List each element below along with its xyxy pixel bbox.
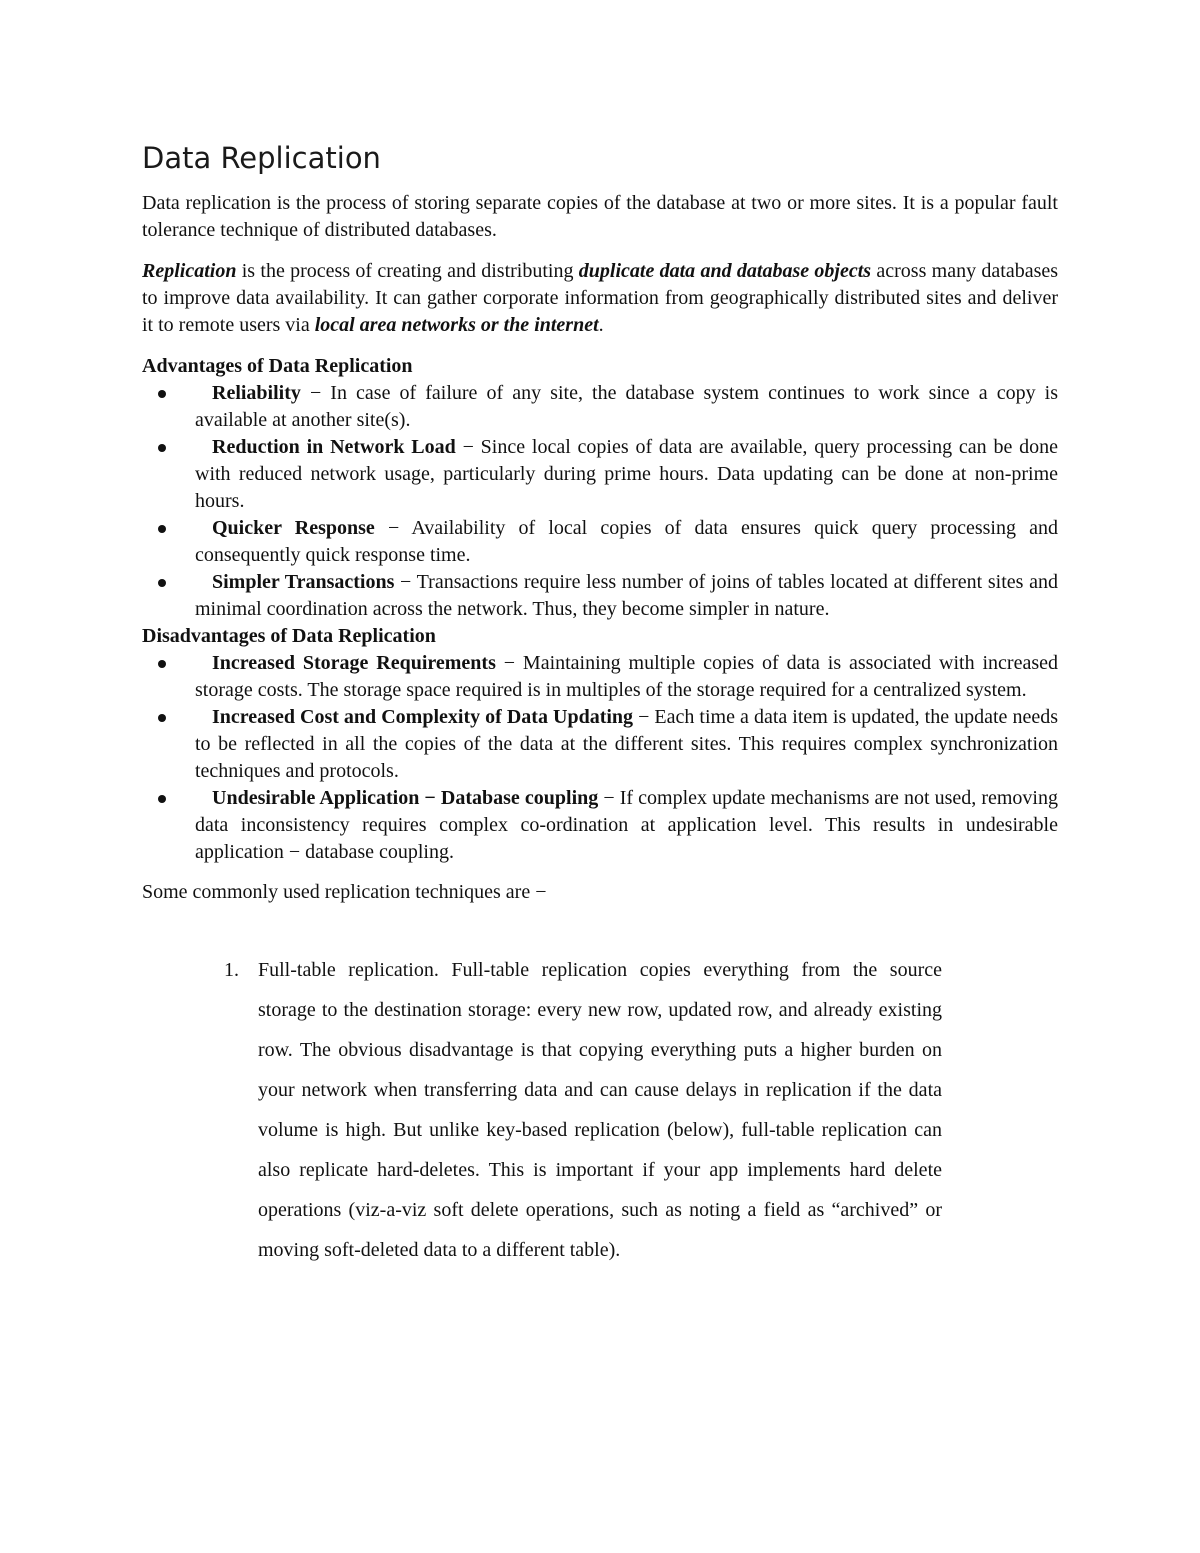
- item-title: Reduction in Network Load: [212, 436, 456, 458]
- list-item: [142, 380, 1058, 434]
- item-title: Increased Storage Requirements: [212, 652, 496, 674]
- replication-term: Replication: [142, 260, 237, 282]
- item-number: 1.: [224, 959, 239, 981]
- item-text: − If complex update mechanisms are not used, removing data inconsistency requires complex co-ordination at application level. This results in undesirable application − database coupling.: [195, 787, 1058, 863]
- list-item: [142, 785, 1058, 866]
- item-text: − In case of failure of any site, the database system continues to work since a copy is available at another site(s).: [195, 382, 1058, 431]
- page-title: Data Replication: [142, 141, 381, 175]
- advantages-list: [142, 380, 1058, 623]
- list-item: [142, 434, 1058, 515]
- replication-text-3: .: [598, 314, 604, 336]
- list-item: [142, 569, 1058, 623]
- item-text: − Each time a data item is updated, the update needs to be reflected in all the copies of the data at the different sites. This requires complex synchronization techniques and protocols.: [195, 706, 1059, 782]
- item-text: − Transactions require less number of joins of tables located at different sites and minimal coordination across the network. Thus, they become simpler in nature.: [195, 571, 1058, 620]
- item-text: − Since local copies of data are available, query processing can be done with reduced network usage, particularly during prime hours. Data updating can be done at non-prime hours.: [195, 436, 1058, 512]
- item-title: Undesirable Application − Database coupling: [212, 787, 599, 809]
- bullet-icon: [158, 795, 166, 803]
- bullet-icon: [158, 714, 166, 722]
- advantages-heading: Advantages of Data Replication: [142, 355, 413, 377]
- list-item: [142, 650, 1058, 704]
- item-title: Increased Cost and Complexity of Data Updating: [212, 706, 634, 728]
- document-page: [142, 138, 1058, 1270]
- replication-paragraph: [142, 258, 1058, 339]
- techniques-intro: Some commonly used replication techniques are −: [142, 881, 547, 903]
- item-title: Reliability: [212, 382, 301, 404]
- replication-emphasis-2: local area networks or the internet: [314, 314, 599, 336]
- list-item: [142, 950, 942, 1270]
- bullet-icon: [158, 579, 166, 587]
- bullet-icon: [158, 444, 166, 452]
- bullet-icon: [158, 660, 166, 668]
- replication-emphasis-1: duplicate data and database objects: [578, 260, 872, 282]
- replication-text-1: is the process of creating and distributing: [236, 260, 579, 282]
- disadvantages-list: [142, 650, 1058, 866]
- list-item: [142, 515, 1058, 569]
- disadvantages-heading: Disadvantages of Data Replication: [142, 625, 436, 647]
- item-text: − Maintaining multiple copies of data is associated with increased storage costs. The storage space required is in multiples of the storage required for a centralized system.: [195, 652, 1058, 701]
- bullet-icon: [158, 390, 166, 398]
- item-text: − Availability of local copies of data ensures quick query processing and consequently quick response time.: [195, 517, 1059, 566]
- techniques-list: [142, 950, 942, 1270]
- list-item: [142, 704, 1058, 785]
- replication-text-2: across many databases to improve data availability. It can gather corporate information from geographically distributed sites and deliver it to remote users via: [142, 260, 1059, 336]
- bullet-icon: [158, 525, 166, 533]
- intro-paragraph: Data replication is the process of storing separate copies of the database at two or more sites. It is a popular fault tolerance technique of distributed databases.: [142, 192, 1058, 241]
- item-text: Full-table replication. Full-table replication copies everything from the source storage to the destination storage: every new row, updated row, and already existing row. The obvious disadvantage is that copying everything puts a higher burden on your network when transferring data and can cause delays in replication if the data volume is high. But unlike key-based replication (below), full-table replication can also replicate hard-deletes. This is important if your app implements hard delete operations (viz-a-viz soft delete operations, such as noting a field as “archived” or moving soft-deleted data to a different table).: [258, 959, 942, 1261]
- item-title: Quicker Response: [212, 517, 375, 539]
- item-title: Simpler Transactions: [212, 571, 395, 593]
